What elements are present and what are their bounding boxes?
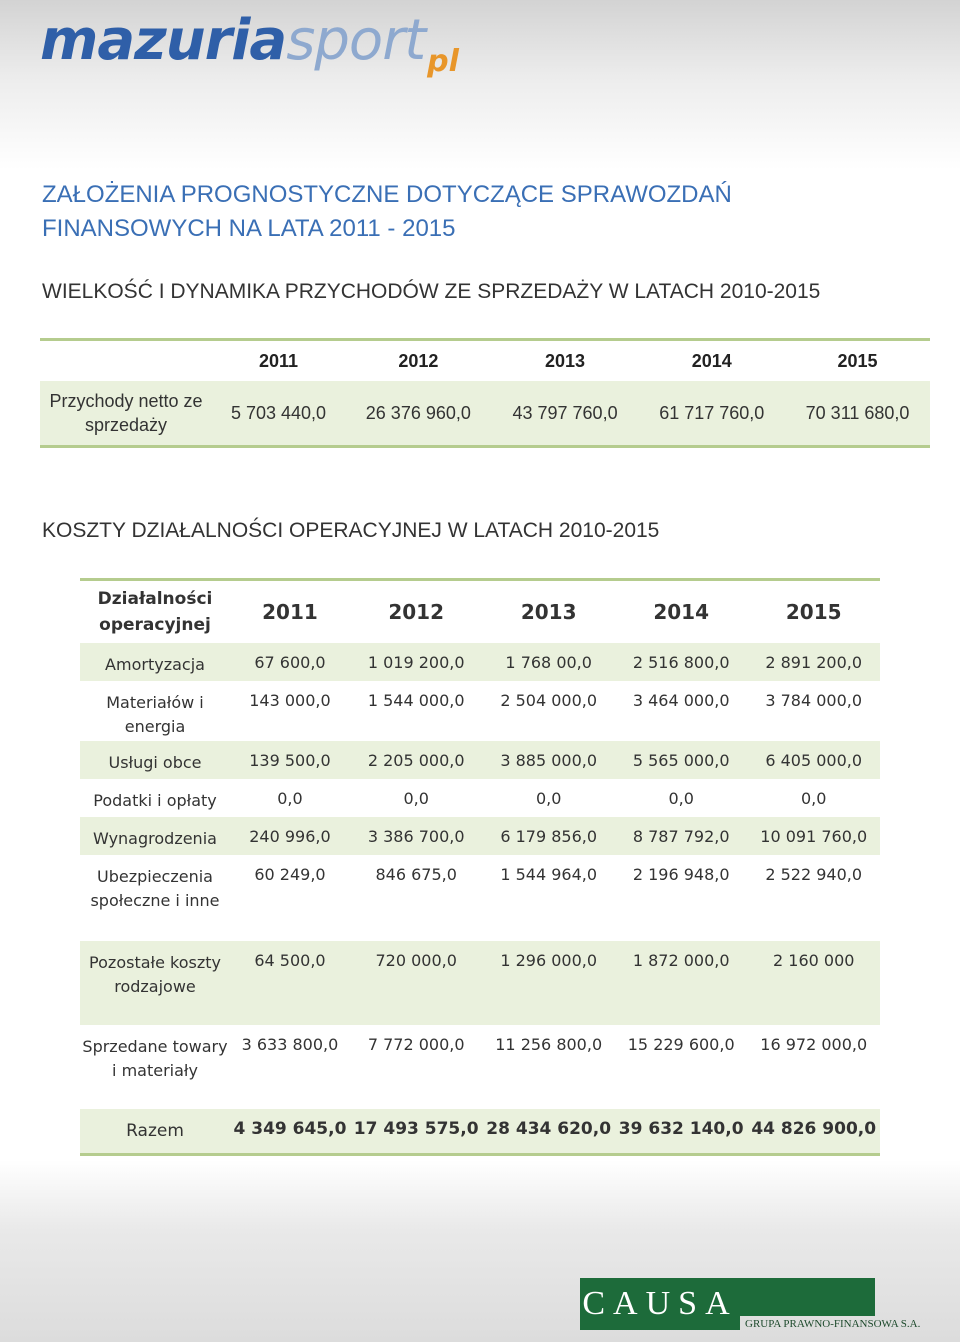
total-cell: 39 632 140,0 — [615, 1109, 748, 1155]
mazuriasport-logo — [40, 8, 459, 88]
revenue-year: 2014 — [638, 340, 785, 382]
cell: 5 565 000,0 — [615, 741, 748, 779]
cell: 0,0 — [800, 789, 827, 808]
causa-logo — [580, 1278, 921, 1336]
costs-year: 2013 — [482, 580, 615, 644]
cell: 3 386 700,0 — [350, 817, 483, 855]
cell: 139 500,0 — [230, 741, 350, 779]
revenue-year: 2012 — [345, 340, 492, 382]
cell: 3 784 000,0 — [765, 691, 863, 710]
costs-year: 2011 — [230, 580, 350, 644]
logo-part-second: sport — [286, 8, 426, 73]
row-label: Materiałów i energia — [106, 693, 204, 736]
row-label: Sprzedane towary i materiały — [82, 1037, 228, 1080]
cell: 1 296 000,0 — [482, 941, 615, 1025]
cell: 6 405 000,0 — [747, 741, 880, 779]
cell: 2 205 000,0 — [350, 741, 483, 779]
causa-logo-name: CAUSA — [580, 1278, 740, 1330]
row-label: Usługi obce — [80, 741, 230, 779]
cell: 10 091 760,0 — [747, 817, 880, 855]
cell: 143 000,0 — [249, 691, 331, 710]
table-row — [80, 941, 880, 1025]
table-row — [80, 855, 880, 941]
cell: 3 633 800,0 — [241, 1035, 339, 1054]
revenue-row-label: Przychody netto ze sprzedaży — [40, 381, 212, 447]
cell: 2 891 200,0 — [747, 643, 880, 681]
cell: 2 196 948,0 — [632, 865, 730, 884]
row-label: Podatki i opłaty — [93, 791, 217, 810]
cell: 2 160 000 — [747, 941, 880, 1025]
table-row — [80, 643, 880, 681]
cell: 0,0 — [277, 789, 303, 808]
table-row — [80, 817, 880, 855]
revenue-year: 2015 — [785, 340, 930, 382]
revenue-header-empty — [40, 340, 212, 382]
costs-year: 2014 — [615, 580, 748, 644]
cell: 1 544 964,0 — [500, 865, 598, 884]
total-cell: 44 826 900,0 — [747, 1109, 880, 1155]
table-row — [80, 779, 880, 817]
cell: 64 500,0 — [230, 941, 350, 1025]
row-label: Ubezpieczenia społeczne i inne — [90, 867, 220, 910]
total-cell: 28 434 620,0 — [482, 1109, 615, 1155]
revenue-values-row — [40, 381, 930, 447]
cell: 3 885 000,0 — [482, 741, 615, 779]
cell: 67 600,0 — [230, 643, 350, 681]
row-label: Wynagrodzenia — [80, 817, 230, 855]
logo-part-tld: pl — [427, 44, 459, 79]
cell: 3 464 000,0 — [632, 691, 730, 710]
cell: 1 872 000,0 — [615, 941, 748, 1025]
total-label: Razem — [80, 1109, 230, 1155]
revenue-year: 2013 — [492, 340, 639, 382]
cell: 16 972 000,0 — [760, 1035, 868, 1054]
revenue-value: 43 797 760,0 — [492, 381, 639, 447]
cell: 11 256 800,0 — [495, 1035, 603, 1054]
revenue-value: 70 311 680,0 — [785, 381, 930, 447]
logo-part-main: mazuria — [40, 8, 287, 73]
cell: 720 000,0 — [350, 941, 483, 1025]
total-row — [80, 1109, 880, 1155]
row-label: Amortyzacja — [80, 643, 230, 681]
cell: 0,0 — [535, 789, 562, 808]
cell: 8 787 792,0 — [615, 817, 748, 855]
cell: 1 544 000,0 — [367, 691, 465, 710]
cell: 1 019 200,0 — [350, 643, 483, 681]
table-row — [80, 1025, 880, 1109]
cell: 2 522 940,0 — [765, 865, 863, 884]
cell: 1 768 00,0 — [482, 643, 615, 681]
cell: 60 249,0 — [254, 865, 326, 884]
causa-logo-subtitle: GRUPA PRAWNO-FINANSOWA S.A. — [745, 1318, 921, 1330]
revenue-section-title: WIELKOŚĆ I DYNAMIKA PRZYCHODÓW ZE SPRZEDAŻY W LATACH 2010-2015 — [42, 280, 821, 303]
cell: 240 996,0 — [230, 817, 350, 855]
revenue-header-row — [40, 340, 930, 382]
costs-year: 2015 — [747, 580, 880, 644]
cell: 15 229 600,0 — [627, 1035, 735, 1054]
cell: 846 675,0 — [375, 865, 457, 884]
costs-year: 2012 — [350, 580, 483, 644]
revenue-table — [40, 338, 930, 448]
costs-header-label: Działalności operacyjnej — [80, 580, 230, 644]
total-cell: 17 493 575,0 — [350, 1109, 483, 1155]
total-cell: 4 349 645,0 — [230, 1109, 350, 1155]
row-label: Pozostałe koszty rodzajowe — [80, 941, 230, 1025]
cell: 2 516 800,0 — [615, 643, 748, 681]
costs-section-title: KOSZTY DZIAŁALNOŚCI OPERACYJNEJ W LATACH 2010-2015 — [42, 519, 660, 542]
revenue-year: 2011 — [212, 340, 345, 382]
cell: 2 504 000,0 — [500, 691, 598, 710]
cell: 6 179 856,0 — [482, 817, 615, 855]
page-title: ZAŁOŻENIA PROGNOSTYCZNE DOTYCZĄCE SPRAWOZDAŃ FINANSOWYCH NA LATA 2011 - 2015 — [42, 181, 732, 242]
table-row — [80, 741, 880, 779]
revenue-value: 61 717 760,0 — [638, 381, 785, 447]
cell: 7 772 000,0 — [367, 1035, 465, 1054]
revenue-value: 5 703 440,0 — [212, 381, 345, 447]
table-row — [80, 681, 880, 741]
causa-logo-bar — [740, 1278, 875, 1316]
revenue-value: 26 376 960,0 — [345, 381, 492, 447]
costs-table — [80, 578, 880, 1156]
cell: 0,0 — [668, 789, 694, 808]
cell: 0,0 — [403, 789, 429, 808]
costs-header-row — [80, 580, 880, 644]
